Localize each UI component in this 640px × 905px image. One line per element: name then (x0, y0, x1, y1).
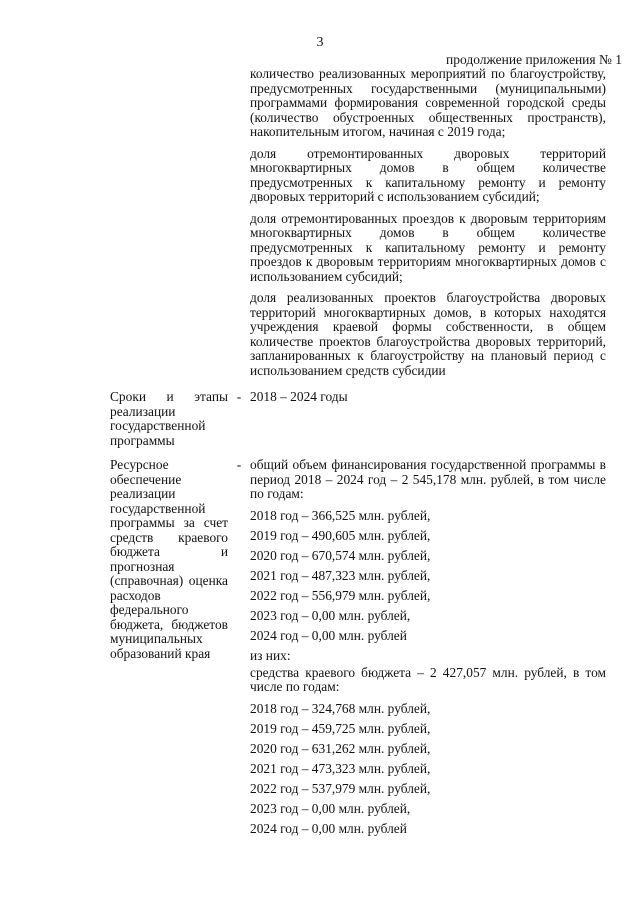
indicator-paragraph: доля отремонтированных проездов к дворовым территориям многоквартирных домов в общем количестве предусмотренных к капитальному ремонту и ремонту проездов к дворовым территориям многоквартирных домов с использованием субсидий; (250, 210, 606, 284)
regional-year-item: 2021 год – 473,323 млн. рублей, (250, 760, 431, 776)
total-year-item: 2018 год – 366,525 млн. рублей, (250, 507, 431, 523)
regional-budget-text: средства краевого бюджета – 2 427,057 млн. рублей, в том числе по годам: (250, 664, 606, 694)
regional-year-item: 2024 год – 0,00 млн. рублей (250, 820, 407, 836)
regional-year-item: 2020 год – 631,262 млн. рублей, (250, 740, 431, 756)
resources-dash: - (236, 457, 242, 472)
regional-year-item: 2019 год – 459,725 млн. рублей, (250, 720, 431, 736)
total-year-item: 2023 год – 0,00 млн. рублей, (250, 607, 411, 623)
total-year-item: 2020 год – 670,574 млн. рублей, (250, 547, 431, 563)
resources-value (250, 458, 606, 839)
total-year-item: 2024 год – 0,00 млн. рублей (250, 627, 407, 643)
total-year-item: 2021 год – 487,323 млн. рублей, (250, 567, 431, 583)
terms-label: Сроки и этапы реализации государственной программы (110, 389, 228, 448)
regional-year-item: 2022 год – 537,979 млн. рублей, (250, 780, 431, 796)
terms-value: 2018 – 2024 годы (250, 389, 348, 404)
of-which-label: из них: (250, 647, 291, 663)
indicator-paragraph: доля реализованных проектов благоустройства дворовых территорий многоквартирных домов, в которых находятся учреждения краевой формы собственности, в общем количестве проектов благоустройства дворовых территорий, запланированных к благоустройству на плановый период с использованием средств субсидии (250, 290, 606, 378)
regional-year-item: 2023 год – 0,00 млн. рублей, (250, 800, 411, 816)
regional-year-item: 2018 год – 324,768 млн. рублей, (250, 700, 431, 716)
indicator-paragraph: количество реализованных мероприятий по благоустройству, предусмотренных государственными (муниципальными) программами формирования современной городской среды (количество обустроенных общественных пространств), накопительным итогом, начиная с 2019 года; (250, 66, 606, 139)
indicator-paragraph: доля отремонтированных дворовых территорий многоквартирных домов в общем количестве предусмотренных к капитальному ремонту и ремонту дворовых территорий с использованием субсидий; (250, 145, 606, 204)
appendix-continuation-note: продолжение приложения № 1 (445, 52, 622, 67)
total-year-item: 2022 год – 556,979 млн. рублей, (250, 587, 431, 603)
indicators-continued (250, 67, 606, 378)
total-year-item: 2019 год – 490,605 млн. рублей, (250, 527, 431, 543)
resources-label: Ресурсное обеспечение реализации государственной программы за счет средств краевого бюджета и прогнозная (справочная) оценка расходов федерального бюджета, бюджетов муниципальных образований края (110, 457, 228, 661)
total-financing-text: общий объем финансирования государственной программы в период 2018 – 2024 год – 2 545,178 млн. рублей, в том числе по годам: (250, 457, 606, 501)
page-number: 3 (316, 35, 324, 50)
terms-dash: - (236, 389, 242, 404)
